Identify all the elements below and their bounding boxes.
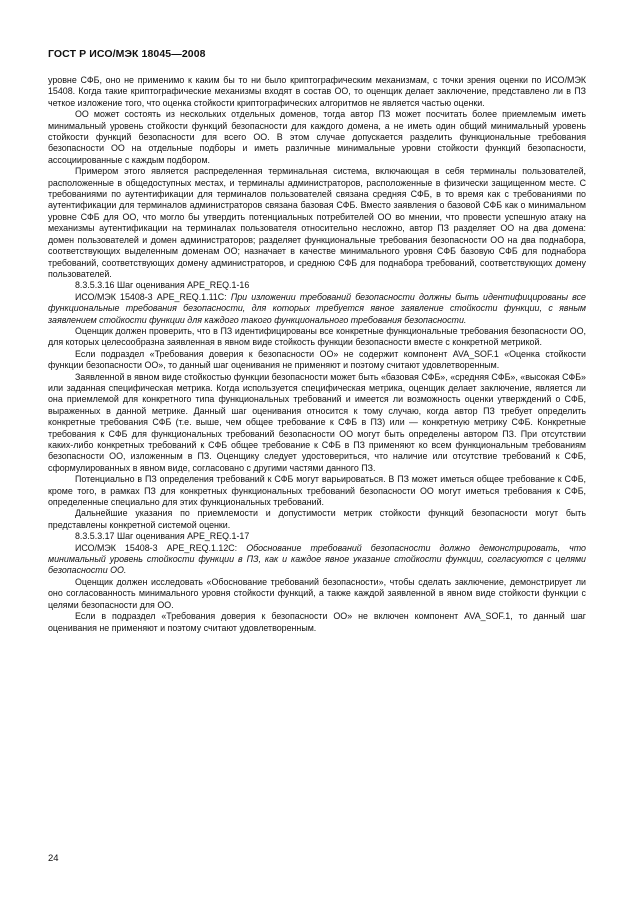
paragraph: Если подраздел «Требования доверия к безопасности ОО» не содержит компонент AVA_SOF.1 «Оценка стойкости функции безопасности ОО», то данный шаг оценивания не применяют и поэтому считают удовлетворенным.	[48, 348, 586, 371]
page-number: 24	[48, 853, 59, 864]
section-heading: 8.3.5.3.16 Шаг оценивания APE_REQ.1-16	[75, 280, 250, 291]
requirement-paragraph	[48, 292, 586, 326]
paragraph: Примером этого является распределенная терминальная система, включающая в себя терминалы пользователей, расположенные в общедоступных местах, и терминалы администраторов, расположенные в физически защищенном месте. С требованиями по аутентификации для терминалов пользователей связана средняя СФБ, в то время как с требованиями по аутентификации для терминалов администраторов связана базовая СФБ. Вместо заявления о базовой СФБ как о минимальном уровне СФБ для ОО, что могло бы утвердить потенциальных потребителей ОО во мнении, что провести успешную атаку на механизмы аутентификации на терминалах пользователя относительно несложно, автор ПЗ разделяет ОО на два домена: домен пользователей и домен администраторов; разделяет функциональные требования безопасности ОО на два поднабора, соответствующих выделенным доменам ОО; назначает в качестве минимального уровня СФБ базовую СФБ для поднабора требований, соответствующих домену администраторов, и среднюю СФБ для поднабора требований, соответствующих домену пользователей.	[48, 166, 586, 279]
requirement-text: Обоснование требований безопасности должно демонстрировать, что минимальный уровень стойкости функции в ПЗ, как и каждое явное указание стойкости функции, согласуются с целями безопасности ОО.	[48, 542, 586, 576]
requirement-paragraph	[48, 543, 586, 577]
paragraph: Потенциально в ПЗ определения требований к СФБ могут варьироваться. В ПЗ может иметься общее требование к СФБ, кроме того, в рамках ПЗ для конкретных функциональных требований безопасности ОО могут иметься требования к СФБ, определенные специально для этих функциональных требований.	[48, 474, 586, 508]
page-header-title: ГОСТ Р ИСО/МЭК 18045—2008	[48, 48, 206, 60]
requirement-reference: ИСО/МЭК 15408-3 APE_REQ.1.12C:	[75, 542, 247, 553]
section-heading: 8.3.5.3.17 Шаг оценивания APE_REQ.1-17	[75, 531, 250, 542]
requirement-reference: ИСО/МЭК 15408-3 APE_REQ.1.11C:	[75, 291, 231, 302]
paragraph: ОО может состоять из нескольких отдельных доменов, тогда автор ПЗ может посчитать более приемлемым иметь минимальный уровень стойкости функций безопасности для каждого домена, а не иметь один общий минимальный уровень стойкости функций безопасности для всего ОО. В этом случае допускается разделить функциональные требования безопасности ОО на отдельные подборы и иметь различные минимальные уровни стойкости функций безопасности, ассоциированные с каждым подбором.	[48, 109, 586, 165]
paragraph: Заявленной в явном виде стойкостью функции безопасности может быть «базовая СФБ», «средняя СФБ», «высокая СФБ» или заданная специфическая метрика. Когда используется специфическая метрика, оценщик делает заключение, является ли она приемлемой для конкретного типа функциональных требований и имеется ли возможность оценки утверждений о СФБ, выраженных в данной метрике. Данный шаг оценивания относится к тому случаю, когда автор ПЗ требует определить конкретные требования СФБ (т.е. выше, чем общее требование к СФБ в ПЗ) или — конкретную метрику СФБ. Конкретные требования к СФБ для функциональных требований безопасности ОО могут быть определены автором ПЗ. При отсутствии каких-либо конкретных требований к СФБ общее требование к СФБ в ПЗ применяют ко всем функциональным требованиям безопасности ОО, изложенным в ПЗ. Оценщику следует удостовериться, что наличие или отсутствие требований к СФБ, сформулированных в явном виде, согласовано с другими частями данного ПЗ.	[48, 371, 586, 473]
requirement-text: При изложении требований безопасности должны быть идентифицированы все функциональные требования безопасности, для которых требуется явное заявление стойкости функции, с явным заявлением стойкости функции для каждого такого функционального требования безопасности.	[48, 291, 586, 325]
paragraph: Если в подраздел «Требования доверия к безопасности ОО» не включен компонент AVA_SOF.1, то данный шаг оценивания не применяют и поэтому считают удовлетворенным.	[48, 611, 586, 633]
document-body	[48, 75, 586, 634]
paragraph: Дальнейшие указания по приемлемости и допустимости метрик стойкости функций безопасности могут быть представлены конкретной системой оценки.	[48, 508, 586, 530]
paragraph: Оценщик должен проверить, что в ПЗ идентифицированы все конкретные функциональные требования безопасности ОО, для которых целесообразна заявленная в явном виде стойкость функции безопасности вместе с конкретной метрикой.	[48, 325, 586, 348]
paragraph: Оценщик должен исследовать «Обоснование требований безопасности», чтобы сделать заключение, демонстрирует ли оно согласованность минимального уровня стойкости функций, а также каждой заявленной в явном виде стойкости функции с целями безопасности для ОО.	[48, 576, 586, 610]
paragraph: уровне СФБ, оно не применимо к каким бы то ни было криптографическим механизмам, с точки зрения оценки по ИСО/МЭК 15408. Когда такие криптографические механизмы входят в состав ОО, то оценщик делает заключение, представлено ли в ПЗ четкое изложение того, что оценка стойкости криптографических алгоритмов не является частью оценки.	[48, 75, 586, 108]
